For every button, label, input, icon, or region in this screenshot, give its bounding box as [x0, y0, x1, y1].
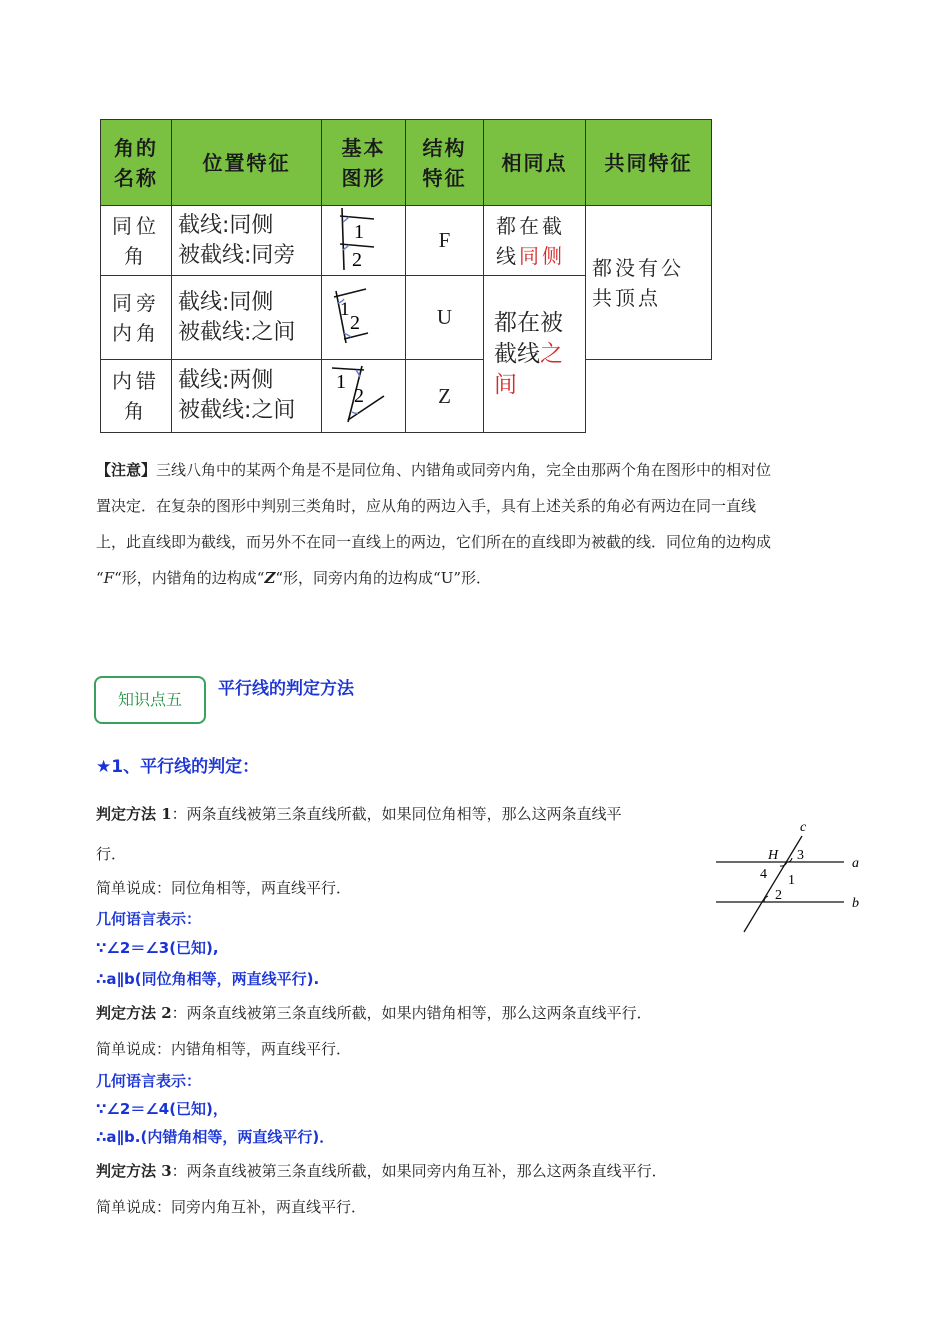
structure-cell: Z — [406, 360, 484, 433]
angle-name-cell: 同位 角 — [101, 206, 172, 276]
label-b: b — [852, 896, 859, 911]
fig-label-2: 2 — [354, 385, 364, 407]
label-c: c — [800, 820, 807, 835]
fig-label-2: 2 — [350, 311, 360, 334]
corresponding-angle-figure — [322, 206, 406, 271]
method2-geo-label: 几何语言表示： — [96, 1072, 202, 1090]
position-feature-cell: 截线:同侧 被截线:之间 — [172, 276, 322, 360]
note-paragraph: 【注意】三线八角中的某两个角是不是同位角、内错角或同旁内角，完全由那两个角在图形中的相对位 置决定．在复杂的图形中判别三类角时，应从角的两边入手，具有上述关系的角必有两边在同一直线 上，此直线即为截线，而另外不在同一直线上的两边，它们所在的直线即为被截的线．同位角的边构成 “F“形，内错角的边构成“Z“形，同旁内角的边构成“U”形． — [96, 461, 772, 587]
method1-simple: 简单说成：同位角相等，两直线平行． — [96, 879, 352, 897]
method3-simple: 简单说成：同旁内角互补，两直线平行． — [96, 1198, 367, 1216]
label-2: 2 — [775, 888, 782, 903]
label-H: H — [768, 848, 779, 863]
method1-geo-label: 几何语言表示： — [96, 910, 202, 928]
method1-therefore: ∴a∥b(同位角相等，两直线平行). — [96, 970, 320, 988]
parallel-lines-diagram — [714, 818, 864, 936]
method1-because: ∵∠2＝∠3(已知), — [96, 939, 219, 957]
method2-statement: 判定方法 2：两条直线被第三条直线所截，如果内错角相等，那么这两条直线平行． — [96, 1004, 652, 1022]
fig-label-1: 1 — [340, 298, 350, 320]
angle-name-cell: 内错 角 — [101, 360, 172, 433]
method2-therefore: ∴a∥b.(内错角相等，两直线平行)． — [96, 1128, 335, 1146]
position-feature-cell: 截线:同侧 被截线:同旁 — [172, 206, 322, 276]
label-3: 3 — [797, 848, 804, 863]
structure-cell: U — [406, 276, 484, 360]
method2-because: ∵∠2＝∠4(已知)， — [96, 1100, 228, 1118]
alternate-interior-angle-figure — [322, 360, 406, 428]
basic-figure-cell — [322, 206, 406, 276]
header-cell: 角的 名称 — [101, 120, 172, 206]
note-label: 【注意】 — [96, 461, 157, 479]
table-header-row — [101, 120, 712, 206]
fig-label-2: 2 — [352, 249, 362, 271]
basic-figure-cell — [322, 276, 406, 360]
label-4: 4 — [760, 867, 767, 882]
label-1: 1 — [788, 873, 795, 888]
basic-figure-cell — [322, 360, 406, 433]
angle-comparison-table — [100, 119, 711, 422]
method3-statement: 判定方法 3：两条直线被第三条直线所截，如果同旁内角互补，那么这两条直线平行． — [96, 1162, 667, 1180]
method1-statement-cont: 行． — [96, 845, 127, 863]
same-point-cell: 都在截 线同侧 — [484, 206, 586, 276]
header-cell: 相同点 — [484, 120, 586, 206]
header-cell: 基本 图形 — [322, 120, 406, 206]
label-a: a — [852, 856, 859, 871]
header-cell: 结构 特征 — [406, 120, 484, 206]
method2-simple: 简单说成：内错角相等，两直线平行． — [96, 1040, 352, 1058]
same-point-cell: 都在被 截线之 间 — [484, 276, 586, 433]
table-row — [101, 206, 712, 276]
subsection-title: ★1、平行线的判定： — [96, 757, 260, 777]
position-feature-cell: 截线:两侧 被截线:之间 — [172, 360, 322, 433]
structure-cell: F — [406, 206, 484, 276]
section-title: 平行线的判定方法 — [218, 679, 354, 699]
header-cell: 共同特征 — [586, 120, 712, 206]
co-interior-angle-figure — [322, 283, 406, 349]
method1-statement: 判定方法 1：两条直线被第三条直线所截，如果同位角相等，那么这两条直线平 — [96, 805, 622, 823]
knowledge-point-badge: 知识点五 — [94, 676, 206, 724]
table-row — [101, 360, 712, 433]
angle-name-cell: 同旁 内角 — [101, 276, 172, 360]
header-cell: 位置特征 — [172, 120, 322, 206]
fig-label-1: 1 — [354, 221, 364, 243]
common-feature-cell: 都没有公 共顶点 — [586, 206, 712, 360]
fig-label-1: 1 — [336, 371, 346, 393]
